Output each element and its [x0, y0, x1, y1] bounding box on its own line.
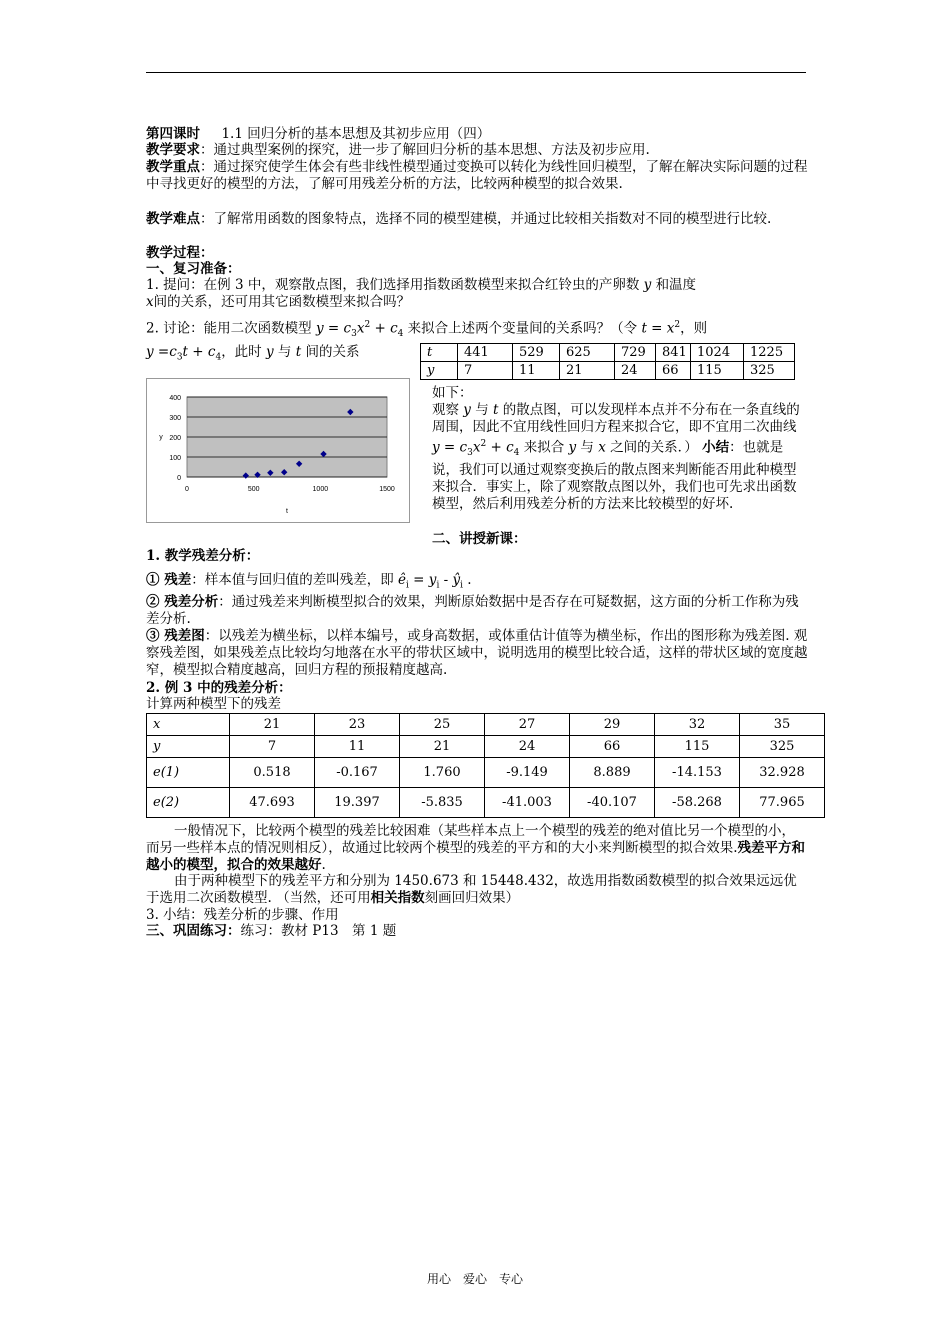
x-tick-label: 500	[247, 486, 260, 493]
y-tick-label: 300	[169, 415, 181, 422]
x-axis-label: t	[286, 508, 288, 515]
header-rule	[146, 72, 806, 73]
scatter-chart	[146, 378, 410, 523]
question-1: 1. 提问：在例 3 中，观察散点图，我们选择用指数函数模型来拟合红铃虫的产卵数 y 和温度	[146, 277, 697, 293]
new-lesson-heading: 二、讲授新课：	[432, 531, 527, 547]
residual-table	[146, 713, 825, 818]
section-residual-analysis: 1. 教学残差分析：	[146, 548, 260, 564]
conclusion-paragraph: 由于两种模型下的残差平方和分别为 1450.673 和 15448.432，故选用指数函数模型的拟合效果远远优于选用二次函数模型. （当然，还可用相关指数刻画回归效果）	[146, 873, 797, 906]
table-row: y 7 11 21 24 66 115 325	[421, 362, 795, 380]
comparison-paragraph: 一般情况下，比较两个模型的残差比较困难（某些样本点上一个模型的残差的绝对值比另一个模型的小，而另一些样本点的情况则相反），故通过比较两个模型的残差的平方和的大小来判断模型的拟合效果.残差平方和越小的模型，拟合的效果越好.	[146, 823, 806, 873]
residual-analysis-definition: ② 残差分析：通过残差来判断模型拟合的效果，判断原始数据中是否存在可疑数据，这方面的分析工作称为残差分析.	[146, 594, 799, 627]
question-2: 2. 讨论：能用二次函数模型 $y = c_3x^2 + c_4$ 来拟合上述两个变量间的关系吗？（令 $t = x^2$，则	[146, 320, 708, 340]
summary-line: 3. 小结：残差分析的步骤、作用	[146, 907, 339, 923]
practice-line: 三、巩固练习：练习：教材 P13 第 1 题	[146, 923, 397, 939]
x-tick-label: 0	[185, 486, 189, 493]
lesson-title	[146, 125, 490, 143]
teaching-requirement: 教学要求：通过典型案例的探究，进一步了解回归分析的基本思想、方法及初步应用.	[146, 142, 650, 158]
table-row: e(2) 47.693 19.397 -5.835 -41.003 -40.107 -58.268 77.965	[147, 788, 825, 818]
teaching-difficulty: 教学难点：了解常用函数的图象特点，选择不同的模型建模，并通过比较相关指数对不同的模型进行比较.	[146, 211, 772, 227]
process-heading: 教学过程：	[146, 245, 214, 261]
y-tick-label: 100	[169, 455, 181, 462]
page-footer: 用心 爱心 专心	[426, 1272, 523, 1286]
y-axis-label: y	[159, 434, 163, 441]
example-3-heading: 2. 例 3 中的残差分析：	[146, 680, 292, 696]
question-2-cont: $y =c_3t + c_4$，此时 y 与 t 间的关系	[146, 344, 360, 363]
scatter-plot-svg	[147, 379, 409, 522]
lesson-topic: 1.1 回归分析的基本思想及其初步应用（四）	[221, 126, 491, 142]
table-row: y 7 11 21 24 66 115 325	[147, 736, 825, 758]
residual-plot-definition: ③ 残差图：以残差为横坐标，以样本编号，或身高数据，或体重估计值等为横坐标，作出的图形称为残差图. 观察残差图，如果残差点比较均匀地落在水平的带状区域中，说明选用的模型比较合适，这样的带状区域的宽度越窄，模型拟合精度越高，回归方程的预报精度越高.	[146, 628, 808, 678]
y-tick-label: 200	[169, 435, 181, 442]
x-tick-label: 1000	[312, 486, 329, 493]
table-row: e(1) 0.518 -0.167 1.760 -9.149 8.889 -14.153 32.928	[147, 758, 825, 788]
x-tick-label: 1500	[379, 486, 395, 493]
table-row: t 441 529 625 729 841 1024 1225	[421, 344, 795, 362]
table-caption: 计算两种模型下的残差	[146, 696, 281, 712]
question-1-cont: x间的关系，还可用其它函数模型来拟合吗？	[146, 294, 411, 310]
t-y-table	[420, 343, 795, 380]
residual-definition: ① 残差：样本值与回归值的差叫残差，即 $ê_i = y_i$ - $ŷ_i$ .	[146, 572, 472, 591]
review-heading: 一、复习准备：	[146, 261, 241, 277]
y-tick-label: 400	[169, 395, 181, 402]
table-row: x 21 23 25 27 29 32 35	[147, 714, 825, 736]
y-tick-label: 0	[177, 475, 181, 482]
scatter-explanation: 如下： 观察 y 与 t 的散点图，可以发现样本点并不分布在一条直线的周围，因此不宜用线性回归方程来拟合它，即不宜用二次曲线 $y = c_3x^2 + c_4$ 来拟合 y 与 x 之间的关系．） 小结：也就是说，我们可以通过观察变换后的散点图来判断能否用此种模型来拟合．事实上，除了观察散点图以外，我们也可先求出函数模型，然后利用残差分析的方法来比较模型的好坏.	[432, 385, 800, 513]
teaching-focus: 教学重点：通过探究使学生体会有些非线性模型通过变换可以转化为线性回归模型，了解在解决实际问题的过程中寻找更好的模型的方法，了解可用残差分析的方法，比较两种模型的拟合效果.	[146, 159, 808, 192]
lesson-number: 第四课时	[146, 126, 200, 142]
